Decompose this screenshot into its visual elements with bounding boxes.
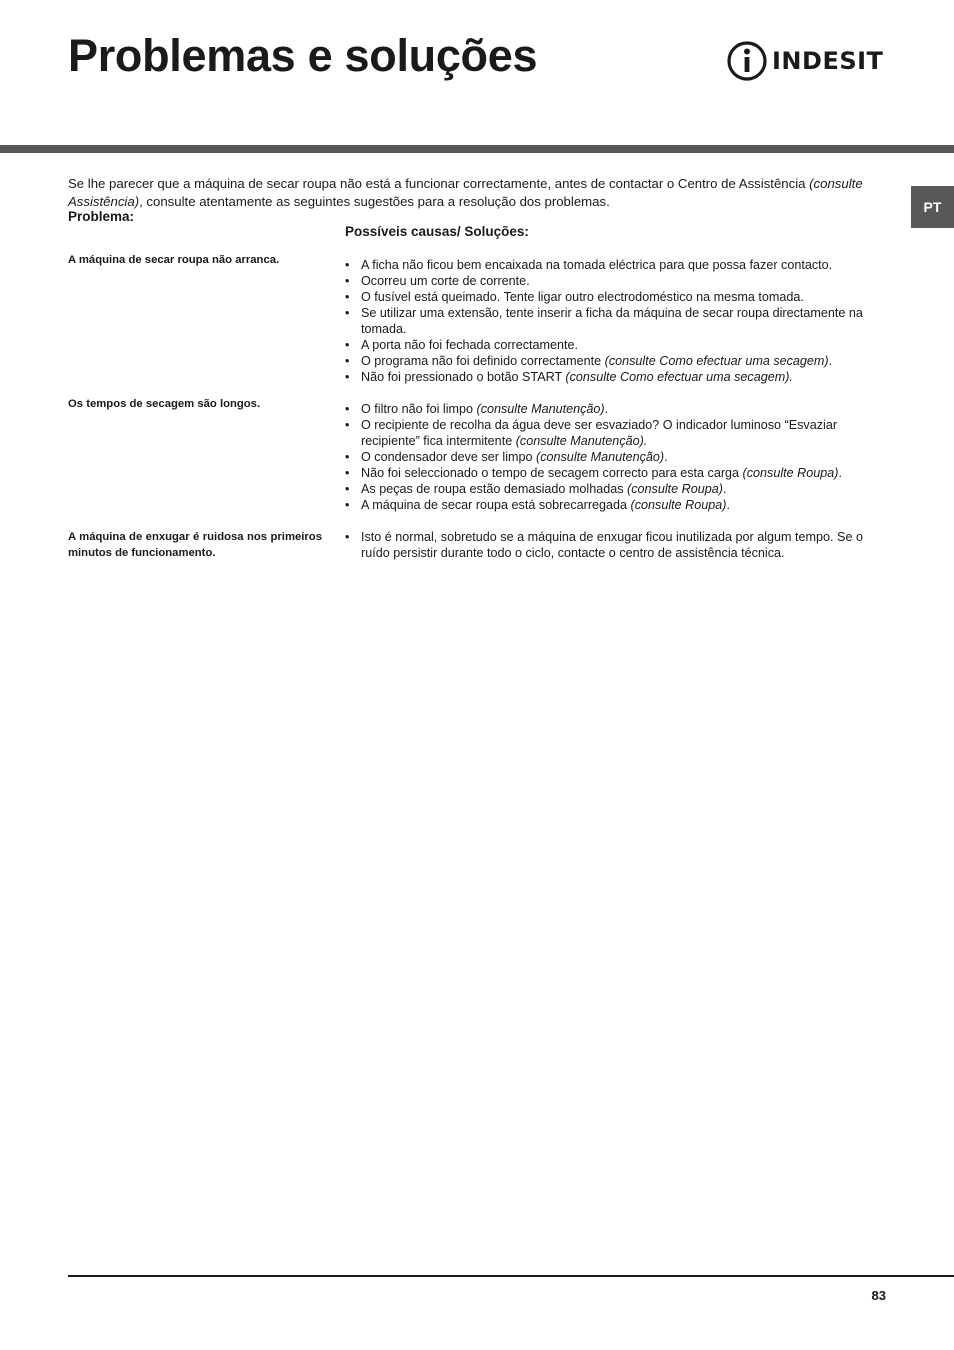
- list-item: • As peças de roupa estão demasiado molhadas (consulte Roupa).: [345, 481, 890, 497]
- list-item: • O recipiente de recolha da água deve ser esvaziado? O indicador luminoso “Esvaziar recipiente” fica intermitente (consulte Manutenção).: [345, 417, 890, 449]
- problem-1: A máquina de secar roupa não arranca.: [68, 254, 280, 266]
- list-item: • A ficha não ficou bem encaixada na tomada eléctrica para que possa fazer contacto.: [345, 257, 890, 273]
- causes-list-3: [345, 529, 890, 561]
- list-item: • Se utilizar uma extensão, tente inserir a ficha da máquina de secar roupa directamente na tomada.: [345, 305, 890, 337]
- list-item: • Isto é normal, sobretudo se a máquina de enxugar ficou inutilizada por algum tempo. Se o ruído persistir durante todo o ciclo, contacte o centro de assistência técnica.: [345, 529, 890, 561]
- causes-list-2: [345, 401, 890, 513]
- problem-3: A máquina de enxugar é ruidosa nos primeiros minutos de funcionamento.: [68, 531, 322, 559]
- intro-text-end: , consulte atentamente as seguintes sugestões para a resolução dos problemas.: [139, 194, 610, 209]
- list-item: • Não foi pressionado o botão START (consulte Como efectuar uma secagem).: [345, 369, 890, 385]
- intro-paragraph: [68, 175, 888, 211]
- problem-2: Os tempos de secagem são longos.: [68, 398, 261, 410]
- list-item: • O condensador deve ser limpo (consulte Manutenção).: [345, 449, 890, 465]
- list-item: • A porta não foi fechada correctamente.: [345, 337, 890, 353]
- intro-reference: (consulte Assistência): [68, 176, 863, 209]
- header-divider: [0, 145, 954, 153]
- causes-column-header: Possíveis causas/ Soluções:: [345, 224, 529, 239]
- list-item: • O fusível está queimado. Tente ligar outro electrodoméstico na mesma tomada.: [345, 289, 890, 305]
- brand-wordmark: INDESIT: [772, 47, 884, 75]
- list-item: • O filtro não foi limpo (consulte Manutenção).: [345, 401, 890, 417]
- list-item: • O programa não foi definido correctamente (consulte Como efectuar uma secagem).: [345, 353, 890, 369]
- brand-logo: [726, 40, 883, 82]
- list-item: • Ocorreu um corte de corrente.: [345, 273, 890, 289]
- indesit-i-icon: [726, 40, 768, 82]
- list-item: • Não foi seleccionado o tempo de secagem correcto para esta carga (consulte Roupa).: [345, 465, 890, 481]
- language-tab: PT: [911, 186, 954, 228]
- page-number: 83: [871, 1288, 886, 1303]
- list-item: • A máquina de secar roupa está sobrecarregada (consulte Roupa).: [345, 497, 890, 513]
- footer-divider: [68, 1275, 954, 1277]
- problem-column-header: Problema:: [68, 209, 135, 224]
- page-title: Problemas e soluções: [68, 30, 538, 81]
- intro-text: Se lhe parecer que a máquina de secar roupa não está a funcionar correctamente, antes de contactar o Centro de Assistência: [68, 176, 810, 191]
- causes-list-1: [345, 257, 890, 385]
